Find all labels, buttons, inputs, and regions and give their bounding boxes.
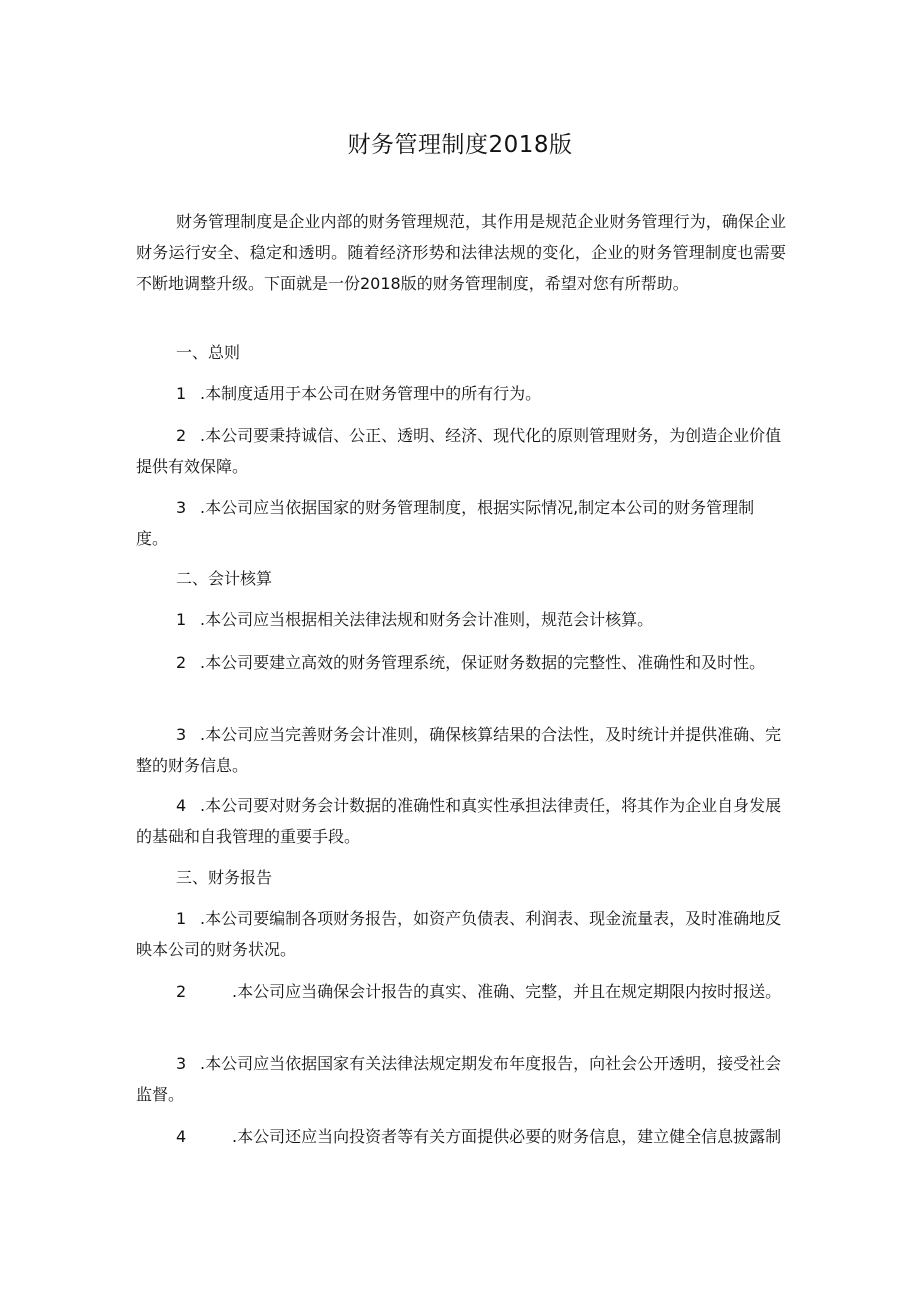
- item-text: .本公司要秉持诚信、公正、透明、经济、现代化的原则管理财务，为创造企业价值提供有效保障。: [136, 426, 782, 476]
- item-number: 1: [176, 384, 187, 403]
- list-item: [136, 647, 786, 678]
- item-number: 4: [176, 796, 187, 815]
- list-item: [136, 1121, 786, 1152]
- item-number: 3: [176, 1054, 187, 1073]
- item-text: .本公司要编制各项财务报告，如资产负债表、利润表、现金流量表，及时准确地反映本公司的财务状况。: [136, 909, 782, 959]
- item-text: .本公司应当依据国家有关法律法规定期发布年度报告，向社会公开透明，接受社会监督。: [136, 1054, 782, 1104]
- list-item: [136, 719, 786, 781]
- item-text: .本公司应当根据相关法律法规和财务会计准则，规范会计核算。: [200, 610, 654, 629]
- item-text: .本制度适用于本公司在财务管理中的所有行为。: [200, 384, 542, 403]
- item-number: 2: [176, 426, 187, 445]
- item-text: .本公司应当确保会计报告的真实、准确、完整，并且在规定期限内按时报送。: [232, 982, 782, 1001]
- item-text: .本公司应当依据国家的财务管理制度，根据实际情况,制定本公司的财务管理制度。: [136, 498, 755, 548]
- section-heading-reports: 三、财务报告: [176, 868, 273, 887]
- list-item: [136, 790, 786, 852]
- item-number: 1: [176, 909, 187, 928]
- item-number: 3: [176, 498, 187, 517]
- item-text: .本公司应当完善财务会计准则，确保核算结果的合法性，及时统计并提供准确、完整的财务信息。: [136, 725, 782, 775]
- list-item: [136, 378, 786, 409]
- section-heading-general: 一、总则: [176, 343, 241, 362]
- page-title: 财务管理制度2018版: [347, 132, 573, 158]
- list-item: [136, 976, 786, 1007]
- item-number: 4: [176, 1127, 187, 1146]
- item-number: 2: [176, 982, 187, 1001]
- list-item: [136, 420, 786, 482]
- item-number: 2: [176, 653, 187, 672]
- list-item: [136, 1048, 786, 1110]
- list-item: [136, 492, 786, 554]
- item-number: 1: [176, 610, 187, 629]
- intro-paragraph: 财务管理制度是企业内部的财务管理规范，其作用是规范企业财务管理行为，确保企业财务运行安全、稳定和透明。随着经济形势和法律法规的变化，企业的财务管理制度也需要不断地调整升级。下面就是一份2018版的财务管理制度，希望对您有所帮助。: [136, 212, 786, 293]
- item-text: .本公司要对财务会计数据的准确性和真实性承担法律责任，将其作为企业自身发展的基础和自我管理的重要手段。: [136, 796, 782, 846]
- list-item: [136, 604, 786, 635]
- section-heading-accounting: 二、会计核算: [176, 569, 273, 588]
- item-text: .本公司还应当向投资者等有关方面提供必要的财务信息，建立健全信息披露制: [232, 1127, 782, 1146]
- item-text: .本公司要建立高效的财务管理系统，保证财务数据的完整性、准确性和及时性。: [200, 653, 766, 672]
- list-item: [136, 903, 786, 965]
- item-number: 3: [176, 725, 187, 744]
